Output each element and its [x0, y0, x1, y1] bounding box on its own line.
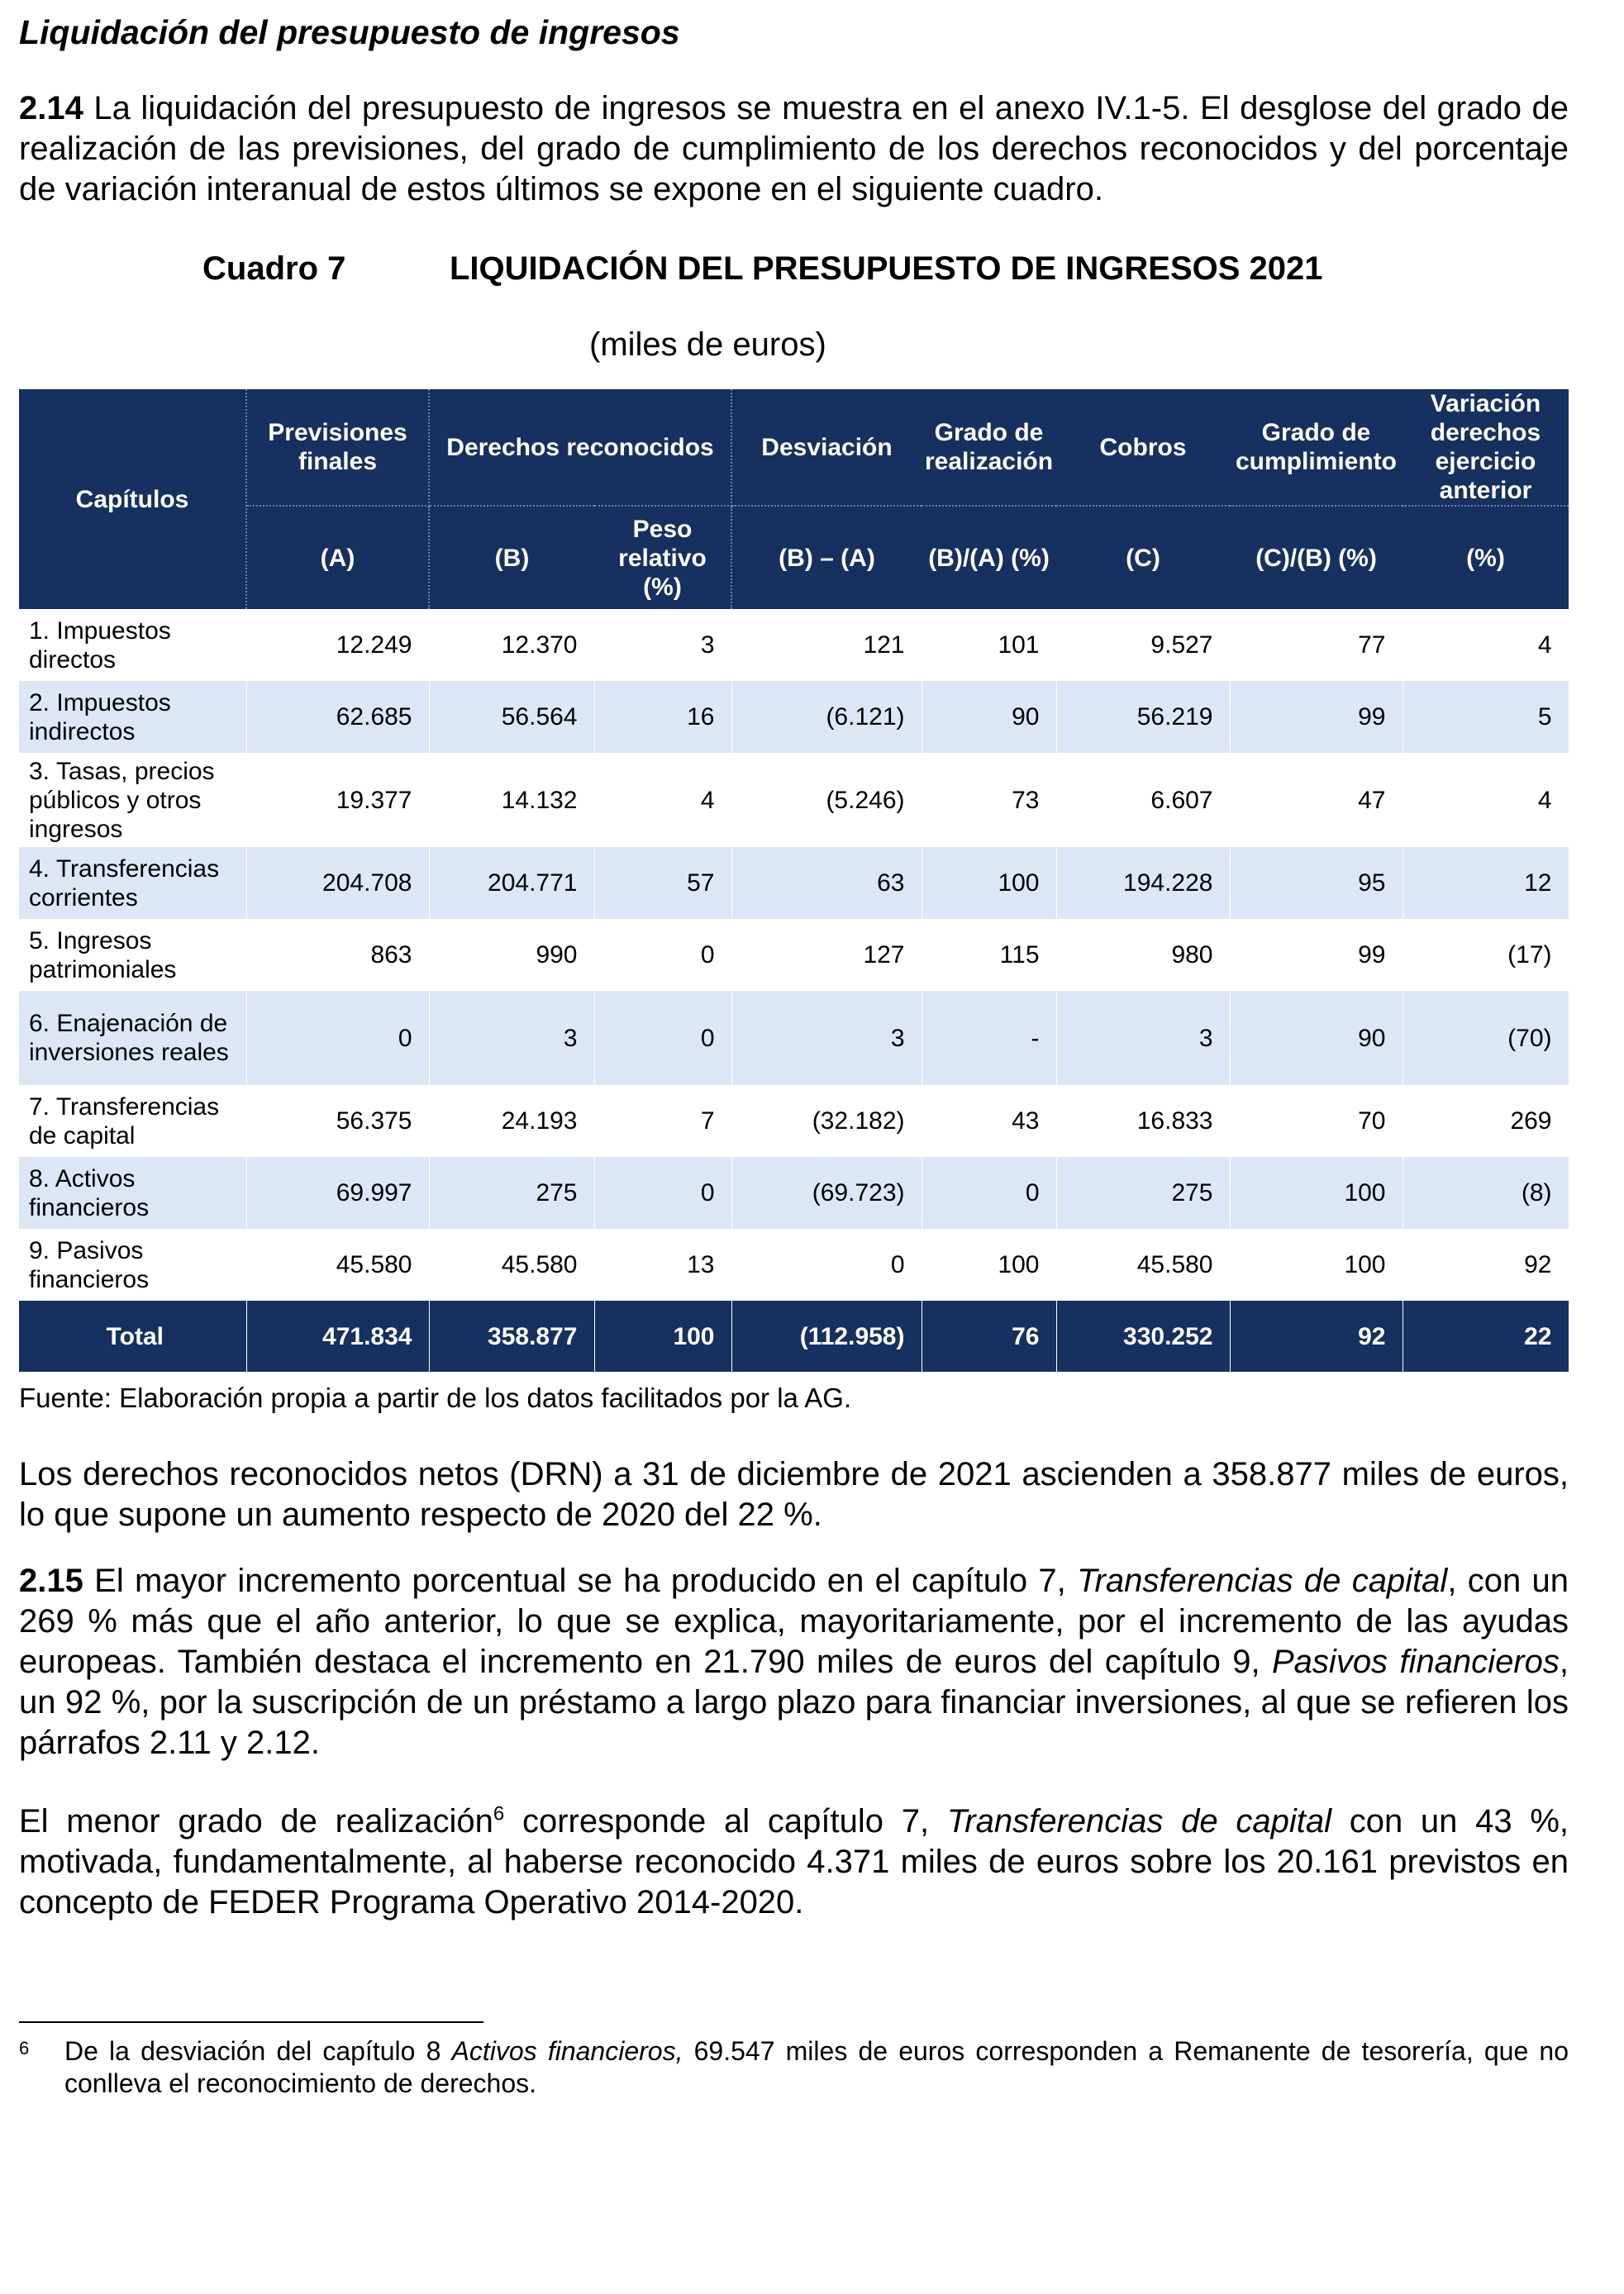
- cell-variacion: 5: [1403, 681, 1569, 753]
- cell-b: 12.370: [429, 609, 594, 681]
- cell-b: 14.132: [429, 753, 594, 847]
- cell-desviacion: (69.723): [731, 1157, 922, 1229]
- cell-cobros: 16.833: [1056, 1085, 1230, 1157]
- subheader-peso: Peso relativo (%): [594, 506, 731, 609]
- paragraph-2-14: [19, 88, 1569, 210]
- cell-a: 19.377: [246, 753, 429, 847]
- cell-b: 24.193: [429, 1085, 594, 1157]
- footnote-number: 6: [19, 2038, 30, 2058]
- cell-desviacion: (32.182): [731, 1085, 922, 1157]
- subheader-b-minus-a: (B) – (A): [731, 506, 922, 609]
- cell-realizacion: 101: [922, 609, 1056, 681]
- paragraph-italic: Transferencias de capital: [1077, 1563, 1448, 1599]
- cell-variacion: 4: [1403, 753, 1569, 847]
- cell-desviacion: 3: [731, 991, 922, 1085]
- cell-desviacion: 0: [731, 1229, 922, 1301]
- cell-cobros: 275: [1056, 1157, 1230, 1229]
- cell-cumplimiento: 77: [1230, 609, 1403, 681]
- cell-peso: 4: [594, 753, 731, 847]
- cell-cobros: 194.228: [1056, 847, 1230, 919]
- cell-cumplimiento: 100: [1230, 1157, 1403, 1229]
- cell-cumplimiento: 95: [1230, 847, 1403, 919]
- cell-a: 45.580: [246, 1229, 429, 1301]
- row-label: 8. Activos financieros: [19, 1157, 246, 1229]
- cell-variacion: (8): [1403, 1157, 1569, 1229]
- total-b: 358.877: [429, 1301, 594, 1372]
- header-grado-realizacion: Grado de realización: [922, 389, 1056, 506]
- cell-desviacion: 121: [731, 609, 922, 681]
- cell-realizacion: 0: [922, 1157, 1056, 1229]
- row-label: 6. Enajenación de inversiones reales: [19, 991, 246, 1085]
- footnote-text-part: De la desviación del capítulo 8: [64, 2036, 441, 2066]
- subheader-b: (B): [429, 506, 594, 609]
- cell-variacion: 4: [1403, 609, 1569, 681]
- table-row: [19, 991, 1569, 1085]
- cell-variacion: 92: [1403, 1229, 1569, 1301]
- cell-peso: 0: [594, 1157, 731, 1229]
- subheader-c: (C): [1056, 506, 1230, 609]
- cell-peso: 0: [594, 919, 731, 991]
- row-label: 3. Tasas, precios públicos y otros ingresos: [19, 753, 246, 847]
- total-a: 471.834: [246, 1301, 429, 1372]
- paragraph-text: La liquidación del presupuesto de ingresos se muestra en el anexo IV.1-5. El desglose del grado de realización de las previsiones, del grado de cumplimiento de los derechos reconocidos y del porcentaje de variación interanual de estos últimos se expone en el siguiente cuadro.: [19, 90, 1569, 207]
- paragraph-number: 2.15: [19, 1563, 83, 1599]
- total-desviacion: (112.958): [731, 1301, 922, 1372]
- footnote-ref[interactable]: 6: [493, 1802, 505, 1825]
- cell-desviacion: 63: [731, 847, 922, 919]
- total-variacion: 22: [1403, 1301, 1569, 1372]
- row-label: 5. Ingresos patrimoniales: [19, 919, 246, 991]
- table-caption-label: Cuadro 7: [202, 250, 346, 287]
- cell-realizacion: 43: [922, 1085, 1056, 1157]
- row-label: 9. Pasivos financieros: [19, 1229, 246, 1301]
- cell-cobros: 9.527: [1056, 609, 1230, 681]
- cell-cobros: 56.219: [1056, 681, 1230, 753]
- table-caption-title: LIQUIDACIÓN DEL PRESUPUESTO DE INGRESOS 2021: [450, 250, 1323, 287]
- cell-desviacion: (5.246): [731, 753, 922, 847]
- cell-b: 45.580: [429, 1229, 594, 1301]
- cell-a: 56.375: [246, 1085, 429, 1157]
- total-peso: 100: [594, 1301, 731, 1372]
- cell-cumplimiento: 90: [1230, 991, 1403, 1085]
- table-row: [19, 847, 1569, 919]
- header-capitulos: Capítulos: [19, 389, 246, 609]
- cell-a: 62.685: [246, 681, 429, 753]
- cell-b: 56.564: [429, 681, 594, 753]
- cell-peso: 57: [594, 847, 731, 919]
- cell-a: 69.997: [246, 1157, 429, 1229]
- paragraph-italic: Pasivos financieros: [1272, 1644, 1560, 1680]
- row-label: 2. Impuestos indirectos: [19, 681, 246, 753]
- budget-table: [19, 389, 1569, 1372]
- cell-cobros: 45.580: [1056, 1229, 1230, 1301]
- header-cobros: Cobros: [1056, 389, 1230, 506]
- cell-cumplimiento: 99: [1230, 919, 1403, 991]
- row-label: 1. Impuestos directos: [19, 609, 246, 681]
- cell-realizacion: -: [922, 991, 1056, 1085]
- table-row: [19, 681, 1569, 753]
- paragraph-2-15: [19, 1561, 1569, 1763]
- cell-b: 204.771: [429, 847, 594, 919]
- paragraph-drn: Los derechos reconocidos netos (DRN) a 31 de diciembre de 2021 ascienden a 358.877 miles de euros, lo que supone un aumento respecto de 2020 del 22 %.: [19, 1456, 1569, 1533]
- cell-b: 990: [429, 919, 594, 991]
- table-row: [19, 1085, 1569, 1157]
- cell-a: 0: [246, 991, 429, 1085]
- cell-realizacion: 100: [922, 1229, 1056, 1301]
- cell-realizacion: 115: [922, 919, 1056, 991]
- cell-variacion: 12: [1403, 847, 1569, 919]
- footnote-text-part: 69.547 miles de euros corresponden a Remanente de tesorería, que no conlleva el reconocimiento de derechos.: [64, 2036, 1569, 2098]
- cell-variacion: 269: [1403, 1085, 1569, 1157]
- table-source: Fuente: Elaboración propia a partir de los datos facilitados por la AG.: [19, 1383, 852, 1413]
- cell-cumplimiento: 99: [1230, 681, 1403, 753]
- cell-a: 12.249: [246, 609, 429, 681]
- header-derechos: Derechos reconocidos: [429, 389, 731, 506]
- table-total-row: [19, 1301, 1569, 1372]
- cell-a: 863: [246, 919, 429, 991]
- cell-cumplimiento: 100: [1230, 1229, 1403, 1301]
- table-row: [19, 753, 1569, 847]
- paragraph-text: con un 43 %, motivada, fundamentalmente, al haberse reconocido 4.371 miles de euros sobre los 20.161 previstos en concepto de FEDER Programa Operativo 2014-2020.: [19, 1803, 1569, 1920]
- subheader-b-div-a: (B)/(A) (%): [922, 506, 1056, 609]
- subheader-c-div-b: (C)/(B) (%): [1230, 506, 1403, 609]
- header-variacion: Variación derechos ejercicio anterior: [1403, 389, 1569, 506]
- table-row: [19, 919, 1569, 991]
- cell-b: 3: [429, 991, 594, 1085]
- cell-cobros: 980: [1056, 919, 1230, 991]
- cell-realizacion: 73: [922, 753, 1056, 847]
- subheader-a: (A): [246, 506, 429, 609]
- cell-variacion: (70): [1403, 991, 1569, 1085]
- paragraph-italic: Transferencias de capital: [946, 1803, 1331, 1839]
- total-cumplimiento: 92: [1230, 1301, 1403, 1372]
- cell-peso: 16: [594, 681, 731, 753]
- row-label: 4. Transferencias corrientes: [19, 847, 246, 919]
- footnote-divider: [19, 2021, 483, 2023]
- cell-peso: 13: [594, 1229, 731, 1301]
- cell-cobros: 3: [1056, 991, 1230, 1085]
- cell-cumplimiento: 47: [1230, 753, 1403, 847]
- cell-cobros: 6.607: [1056, 753, 1230, 847]
- header-desviacion: Desviación: [731, 389, 922, 506]
- cell-realizacion: 90: [922, 681, 1056, 753]
- cell-variacion: (17): [1403, 919, 1569, 991]
- cell-desviacion: (6.121): [731, 681, 922, 753]
- header-previsiones: Previsiones finales: [246, 389, 429, 506]
- cell-b: 275: [429, 1157, 594, 1229]
- row-label: 7. Transferencias de capital: [19, 1085, 246, 1157]
- table-units: (miles de euros): [589, 326, 826, 363]
- subheader-pct: (%): [1403, 506, 1569, 609]
- header-grado-cumplimiento: Grado de cumplimiento: [1230, 389, 1403, 506]
- footnote-text: [64, 2035, 1569, 2100]
- cell-peso: 0: [594, 991, 731, 1085]
- paragraph-menor-grado: [19, 1801, 1569, 1923]
- table-row: [19, 1229, 1569, 1301]
- paragraph-text: , un 92 %, por la suscripción de un préstamo a largo plazo para financiar inversiones, al que se refieren los párrafos 2.11 y 2.12.: [19, 1644, 1569, 1761]
- paragraph-text: El menor grado de realización: [19, 1803, 493, 1839]
- table-row: [19, 609, 1569, 681]
- table-row: [19, 1157, 1569, 1229]
- section-title: Liquidación del presupuesto de ingresos: [19, 13, 680, 51]
- cell-peso: 3: [594, 609, 731, 681]
- total-label: Total: [19, 1301, 246, 1372]
- paragraph-text: El mayor incremento porcentual se ha producido en el capítulo 7,: [94, 1563, 1066, 1599]
- paragraph-number: 2.14: [19, 90, 83, 126]
- cell-realizacion: 100: [922, 847, 1056, 919]
- cell-peso: 7: [594, 1085, 731, 1157]
- cell-cumplimiento: 70: [1230, 1085, 1403, 1157]
- paragraph-text: , con un 269 % más que el año anterior, lo que se explica, mayoritariamente, por el incremento de las ayudas europeas. También destaca el incremento en 21.790 miles de euros del capítulo 9,: [19, 1563, 1569, 1680]
- cell-a: 204.708: [246, 847, 429, 919]
- total-realizacion: 76: [922, 1301, 1056, 1372]
- paragraph-text: corresponde al capítulo 7,: [504, 1803, 930, 1839]
- footnote-italic: Activos financieros,: [451, 2036, 683, 2066]
- cell-desviacion: 127: [731, 919, 922, 991]
- total-cobros: 330.252: [1056, 1301, 1230, 1372]
